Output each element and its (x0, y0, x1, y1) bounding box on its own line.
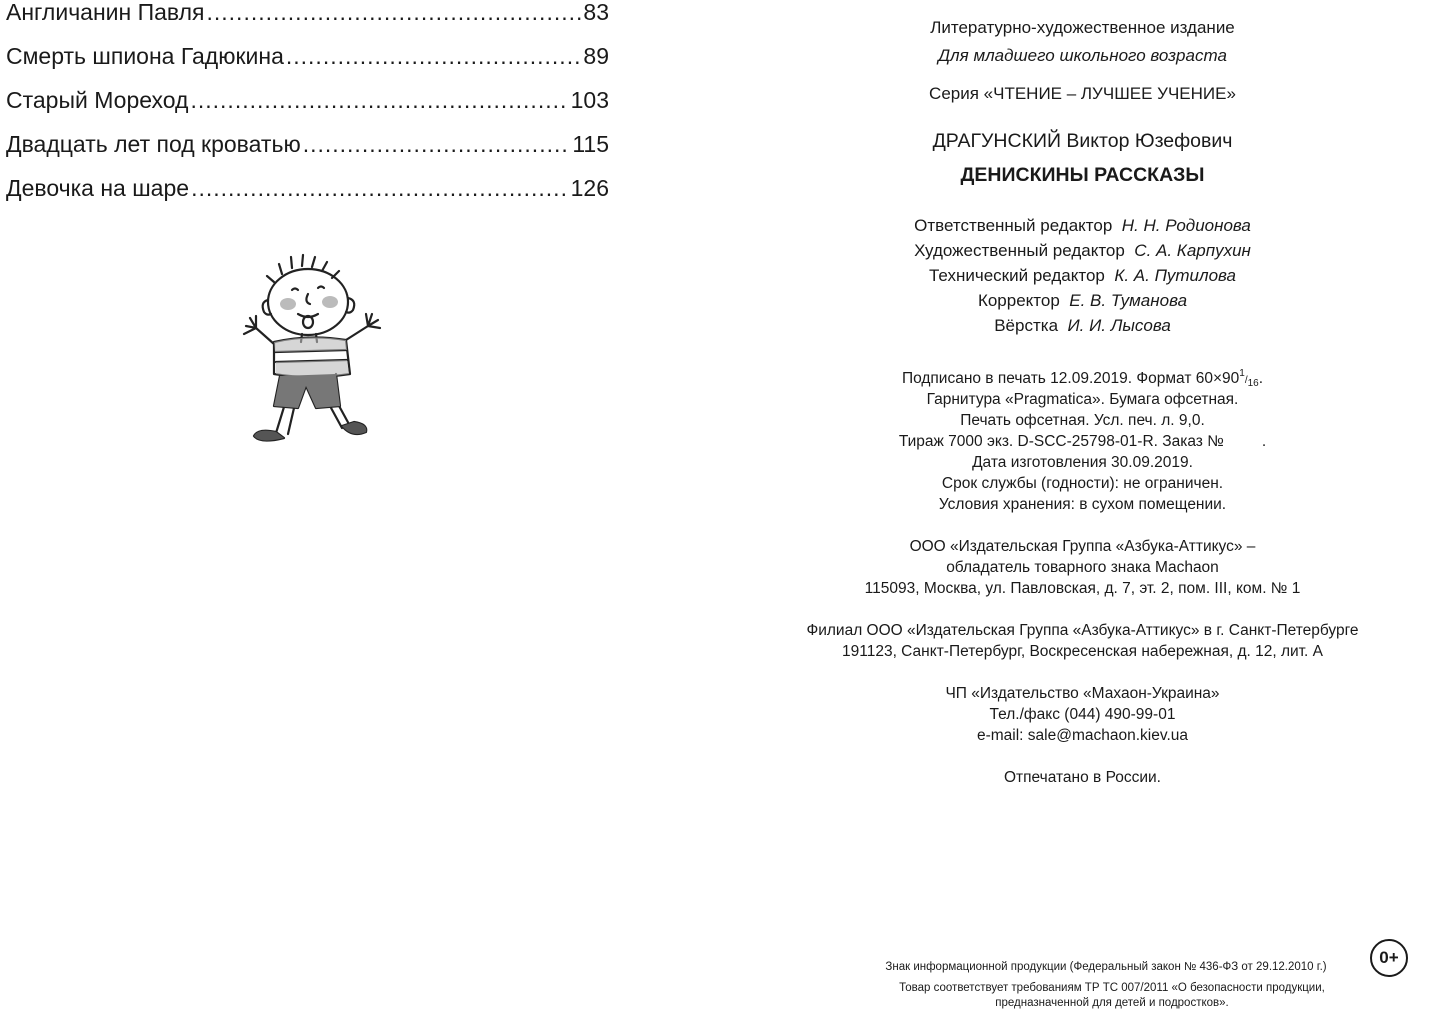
staff-line (720, 215, 1445, 237)
made-date-line: Дата изготовления 30.09.2019. (972, 454, 1193, 471)
series: Серия «ЧТЕНИЕ – ЛУЧШЕЕ УЧЕНИЕ» (929, 84, 1236, 103)
branch-line: Филиал ООО «Издательская Группа «Азбука-Аттикус» в г. Санкт-Петербурге (806, 622, 1359, 639)
toc-entry-title: Девочка на шаре (6, 175, 190, 201)
cheek-blush (322, 296, 338, 308)
toc-entry (6, 84, 609, 116)
printed-in: Отпечатано в России. (1004, 769, 1161, 786)
print-signed-line: Подписано в печать 12.09.2019. Формат 60×901/16. (901, 368, 1264, 389)
shelf-life-line: Срок службы (годности): не ограничен. (941, 475, 1224, 492)
toc-leader-dots (303, 128, 571, 160)
staff-name: И. И. Лысова (1067, 316, 1171, 335)
edition-type: Литературно-художественное издание (930, 18, 1235, 37)
compliance-line: предназначенной для детей и подростков». (995, 997, 1229, 1009)
toc-leader-dots (207, 0, 582, 28)
toc-entry-title: Двадцать лет под кроватью (6, 131, 301, 157)
typeface-line: Гарнитура «Pragmatica». Бумага офсетная. (926, 391, 1239, 408)
right-page-colophon (720, 0, 1445, 1012)
run-line: Тираж 7000 экз. D-SCC-25798-01-R. Заказ № . (898, 433, 1267, 450)
format-denominator: 16 (1247, 378, 1259, 389)
toc-entry-title: Смерть шпиона Гадюкина (6, 43, 284, 69)
publisher-address: 115093, Москва, ул. Павловская, д. 7, эт. 2, пом. III, ком. № 1 (864, 580, 1301, 597)
age-group: Для младшего школьного возраста (938, 46, 1227, 65)
toc-leader-dots (286, 40, 582, 72)
staff-role: Художественный редактор (914, 241, 1125, 260)
shorts (274, 374, 340, 408)
staff-line (720, 265, 1445, 287)
publisher-line: ООО «Издательская Группа «Азбука-Аттикус» – (909, 538, 1256, 555)
staff-name: С. А. Карпухин (1134, 241, 1251, 260)
run-text: Тираж 7000 экз. D-SCC-25798-01-R. Заказ № (898, 433, 1224, 450)
compliance-line: Товар соответствует требованиям ТР ТС 007/2011 «О безопасности продукции, (899, 982, 1325, 994)
format-fraction: 1/16 (1239, 368, 1259, 389)
toc-entry (6, 0, 609, 28)
toc-entry-page: 103 (570, 87, 609, 113)
toc-entry-page: 83 (583, 0, 609, 25)
author: ДРАГУНСКИЙ Виктор Юзефович (932, 130, 1233, 152)
staff-name: К. А. Путилова (1114, 266, 1237, 285)
toc-entry-page: 89 (583, 43, 609, 69)
staff-line (720, 240, 1445, 262)
print-signed-text: Подписано в печать 12.09.2019. Формат 60×90 (901, 370, 1240, 387)
staff-name: Е. В. Туманова (1069, 291, 1188, 310)
toc-entry-page: 115 (572, 131, 609, 157)
format-numerator: 1 (1239, 368, 1245, 379)
staff-role: Технический редактор (928, 266, 1105, 285)
toc-entry (6, 172, 609, 204)
book-title: ДЕНИСКИНЫ РАССКАЗЫ (960, 164, 1205, 186)
left-page (0, 0, 720, 1012)
toc-leader-dots (191, 172, 569, 204)
ukraine-phone: Тел./факс (044) 490-99-01 (989, 706, 1176, 723)
staff-line (720, 315, 1445, 337)
publisher-line: обладатель товарного знака Machaon (946, 559, 1219, 576)
shirt-stripe (276, 360, 349, 377)
toc-entry-title: Старый Мореход (6, 87, 189, 113)
staff-role: Корректор (977, 291, 1060, 310)
toc-entry (6, 128, 609, 160)
staff-name: Н. Н. Родионова (1121, 216, 1251, 235)
age-rating-badge: 0+ (1370, 939, 1408, 977)
staff-role: Вёрстка (994, 316, 1059, 335)
toc-leader-dots (190, 84, 568, 116)
toc-entry-page: 126 (570, 175, 609, 201)
staff-line (720, 290, 1445, 312)
ukraine-publisher: ЧП «Издательство «Махаон-Украина» (945, 685, 1220, 702)
branch-address: 191123, Санкт-Петербург, Воскресенская набережная, д. 12, лит. А (842, 643, 1323, 660)
storage-line: Условия хранения: в сухом помещении. (938, 496, 1227, 513)
info-sign-text: Знак информационной продукции (Федеральный закон № 436-ФЗ от 29.12.2010 г.) (885, 961, 1327, 973)
ukraine-email: e-mail: sale@machaon.kiev.ua (976, 727, 1188, 744)
printing-line: Печать офсетная. Усл. печ. л. 9,0. (960, 412, 1205, 429)
staff-role: Ответственный редактор (914, 216, 1113, 235)
cheek-blush (280, 298, 296, 310)
toc-entry (6, 40, 609, 72)
toc-entry-title: Англичанин Павля (6, 0, 205, 25)
boy-illustration (232, 252, 392, 452)
